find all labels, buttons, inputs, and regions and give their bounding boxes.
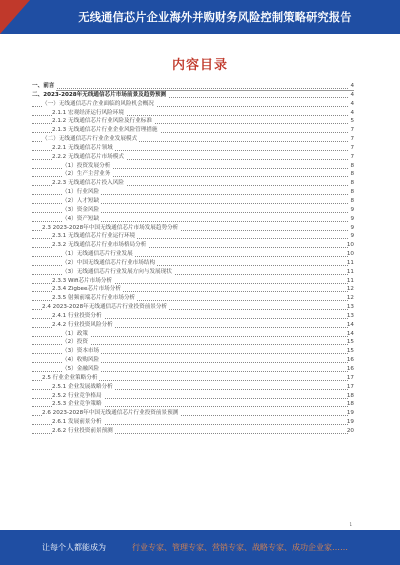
toc-entry-page: 7 xyxy=(350,127,354,134)
toc-entry[interactable] xyxy=(32,82,354,91)
toc-entry-label: 2.3.2 无线通信芯片行业市场格局分析 xyxy=(52,242,147,249)
toc-entry-label: 2.3.4 Zigbee芯片市场分析 xyxy=(52,286,121,293)
toc-entry[interactable] xyxy=(32,285,354,294)
toc-entry[interactable] xyxy=(32,268,354,277)
toc-entry-page: 4 xyxy=(350,109,354,116)
toc-entry-page: 11 xyxy=(346,259,354,266)
toc-entry-label: 2.3.5 射频前端芯片行业市场分析 xyxy=(52,295,136,302)
toc-entry-page: 13 xyxy=(346,312,354,319)
toc-entry[interactable] xyxy=(32,153,354,162)
toc-title: 内容目录 xyxy=(171,58,228,73)
table-of-contents xyxy=(32,82,354,436)
toc-entry-page: 7 xyxy=(350,153,354,160)
toc-entry[interactable] xyxy=(32,215,354,224)
toc-entry-label: 2.2.3 无线通信芯片投入风险 xyxy=(52,180,124,187)
toc-entry[interactable] xyxy=(32,179,354,188)
toc-entry[interactable] xyxy=(32,188,354,197)
toc-entry[interactable] xyxy=(32,259,354,268)
toc-entry[interactable] xyxy=(32,126,354,135)
toc-entry-label: （一）无线通信芯片企业面临的风险机会概况 xyxy=(42,100,154,107)
toc-entry[interactable] xyxy=(32,100,354,109)
toc-entry-page: 14 xyxy=(346,321,354,328)
toc-entry-page: 5 xyxy=(350,118,354,125)
toc-entry-page: 13 xyxy=(346,304,354,311)
toc-entry-page: 18 xyxy=(346,401,354,408)
toc-entry-label: 2.4.1 行业投资分析 xyxy=(52,312,102,319)
toc-entry-label: 一、前言 xyxy=(32,83,55,89)
toc-entry-page: 15 xyxy=(346,348,354,355)
toc-entry-label: 2.2.1 无线通信芯片领域 xyxy=(52,144,113,151)
footer-slogan: 让每个人都能成为 xyxy=(42,543,106,552)
toc-entry[interactable] xyxy=(32,321,354,330)
toc-entry-page: 17 xyxy=(346,374,354,381)
toc-entry-label: （二）无线通信芯片行业企业发展模式 xyxy=(42,136,138,143)
toc-entry[interactable] xyxy=(32,392,354,401)
toc-entry[interactable] xyxy=(32,383,354,392)
toc-entry-page: 14 xyxy=(346,330,354,337)
toc-entry-label: （4）资产短缺 xyxy=(62,215,100,222)
toc-entry-page: 7 xyxy=(350,144,354,151)
toc-entry-label: 2.2.2 无线通信芯片市场模式 xyxy=(52,153,124,160)
toc-entry-label: 2.3.1 无线通信芯片行业运行环境 xyxy=(52,233,136,240)
toc-entry-label: （1）无线通信芯片行业发展 xyxy=(62,251,133,258)
toc-entry-page: 12 xyxy=(346,295,354,302)
toc-entry-page: 17 xyxy=(346,383,354,390)
toc-entry-page: 8 xyxy=(350,180,354,187)
toc-entry[interactable] xyxy=(32,294,354,303)
toc-entry-page: 16 xyxy=(346,366,354,372)
toc-entry[interactable] xyxy=(32,117,354,126)
toc-entry-page: 4 xyxy=(350,91,354,98)
toc-entry-page: 11 xyxy=(346,277,354,284)
toc-entry-label: 二、2023-2028年无线通信芯片市场前景及趋势预测 xyxy=(32,91,167,98)
toc-entry[interactable] xyxy=(32,109,354,118)
toc-entry-label: （2）中国无线通信芯片行业市场结构 xyxy=(62,259,156,266)
toc-entry-page: 15 xyxy=(346,339,354,346)
toc-entry[interactable] xyxy=(32,162,354,171)
toc-entry[interactable] xyxy=(32,144,354,153)
footer-experts: 行业专家、管理专家、营销专家、战略专家、成功企业家…… xyxy=(132,543,348,552)
toc-entry-page: 20 xyxy=(346,427,354,434)
report-header xyxy=(0,0,400,34)
toc-entry-page: 4 xyxy=(350,83,354,89)
toc-entry[interactable] xyxy=(32,232,354,241)
toc-entry[interactable] xyxy=(32,427,354,436)
toc-entry[interactable] xyxy=(32,356,354,365)
toc-entry[interactable] xyxy=(32,135,354,144)
toc-entry-label: （4）收购风险 xyxy=(62,357,100,364)
toc-entry-page: 10 xyxy=(346,251,354,258)
toc-entry-label: （2）投资 xyxy=(62,339,88,346)
toc-entry[interactable] xyxy=(32,241,354,250)
toc-entry-label: 2.1.2 无线通信芯片行业风险及行业标准 xyxy=(52,118,152,125)
toc-entry-page: 7 xyxy=(350,136,354,143)
toc-entry-page: 18 xyxy=(346,392,354,399)
toc-entry[interactable] xyxy=(32,374,354,383)
toc-entry-label: 2.6 2023-2028年中国无线通信芯片行业投资前景预测 xyxy=(42,410,179,417)
toc-entry-label: 2.5 行业企业策略分析 xyxy=(42,374,98,381)
toc-entry-label: 2.1.1 宏观经济运行风险环境 xyxy=(52,109,124,116)
toc-entry-label: 2.4 2023-2028年无线通信芯片行业投资前景分析 xyxy=(42,304,168,311)
toc-entry-page: 10 xyxy=(346,242,354,249)
toc-entry-label: （1）投资发展分析 xyxy=(62,162,111,169)
toc-entry-page: 16 xyxy=(346,357,354,364)
toc-entry[interactable] xyxy=(32,418,354,427)
toc-entry-page: 8 xyxy=(350,171,354,178)
toc-entry[interactable] xyxy=(32,365,354,374)
report-title: 无线通信芯片企业海外并购财务风险控制策略研究报告 xyxy=(78,11,352,24)
toc-entry[interactable] xyxy=(32,330,354,339)
toc-entry-page: 19 xyxy=(346,419,354,426)
toc-entry-label: 2.5.3 企业竞争策略 xyxy=(52,401,102,408)
toc-entry-page: 9 xyxy=(350,206,354,213)
toc-entry-label: 2.6.2 行业投资前景预测 xyxy=(52,427,113,434)
toc-entry-page: 12 xyxy=(346,286,354,293)
toc-entry-page: 4 xyxy=(350,100,354,107)
toc-entry-label: （3）资金风险 xyxy=(62,206,100,213)
page-number: 1 xyxy=(349,522,352,527)
toc-entry-label: （1）行业风险 xyxy=(62,189,100,196)
toc-entry-page: 8 xyxy=(350,197,354,204)
toc-entry-label: （3）资本市场 xyxy=(62,348,100,355)
toc-entry[interactable] xyxy=(32,206,354,215)
toc-entry-label: 2.6.1 发展前景分析 xyxy=(52,419,102,426)
toc-entry-page: 9 xyxy=(350,224,354,231)
toc-entry[interactable] xyxy=(32,277,354,286)
toc-entry-label: （1）政策 xyxy=(62,330,88,337)
toc-entry-page: 8 xyxy=(350,162,354,169)
toc-entry[interactable] xyxy=(32,303,354,312)
toc-entry-label: （2）生产主营业务 xyxy=(62,171,111,178)
toc-entry-label: （2）人才短缺 xyxy=(62,197,100,204)
toc-entry[interactable] xyxy=(32,170,354,179)
toc-entry-label: 2.1.3 无线通信芯片行业企业风险管理措施 xyxy=(52,127,158,134)
toc-entry-label: 2.4.2 行业投资风险分析 xyxy=(52,321,113,328)
toc-leader xyxy=(32,88,348,89)
toc-entry[interactable] xyxy=(32,312,354,321)
toc-entry-page: 11 xyxy=(346,268,354,275)
toc-entry[interactable] xyxy=(32,224,354,233)
toc-entry-page: 9 xyxy=(350,215,354,222)
toc-entry-label: 2.3.3 Wifi芯片市场分析 xyxy=(52,277,113,284)
toc-entry[interactable] xyxy=(32,338,354,347)
toc-entry[interactable] xyxy=(32,347,354,356)
toc-entry[interactable] xyxy=(32,400,354,409)
toc-entry-label: （5）金融风险 xyxy=(62,366,100,372)
report-footer xyxy=(0,530,400,565)
toc-entry[interactable] xyxy=(32,409,354,418)
toc-entry[interactable] xyxy=(32,197,354,206)
toc-entry-label: 2.5.2 行业竞争格局 xyxy=(52,392,102,399)
toc-entry-page: 19 xyxy=(346,410,354,417)
toc-entry-label: 2.5.1 企业发展战略分析 xyxy=(52,383,113,390)
toc-entry-page: 8 xyxy=(350,189,354,196)
toc-entry-label: （3）无线通信芯片行业发展方向与发展现状 xyxy=(62,268,172,275)
toc-entry[interactable] xyxy=(32,250,354,259)
toc-entry-label: 2.3 2023-2028年中国无线通信芯片市场发展趋势分析 xyxy=(42,224,179,231)
toc-entry-page: 9 xyxy=(350,233,354,240)
header-red-corner xyxy=(0,0,30,34)
toc-entry[interactable] xyxy=(32,91,354,100)
